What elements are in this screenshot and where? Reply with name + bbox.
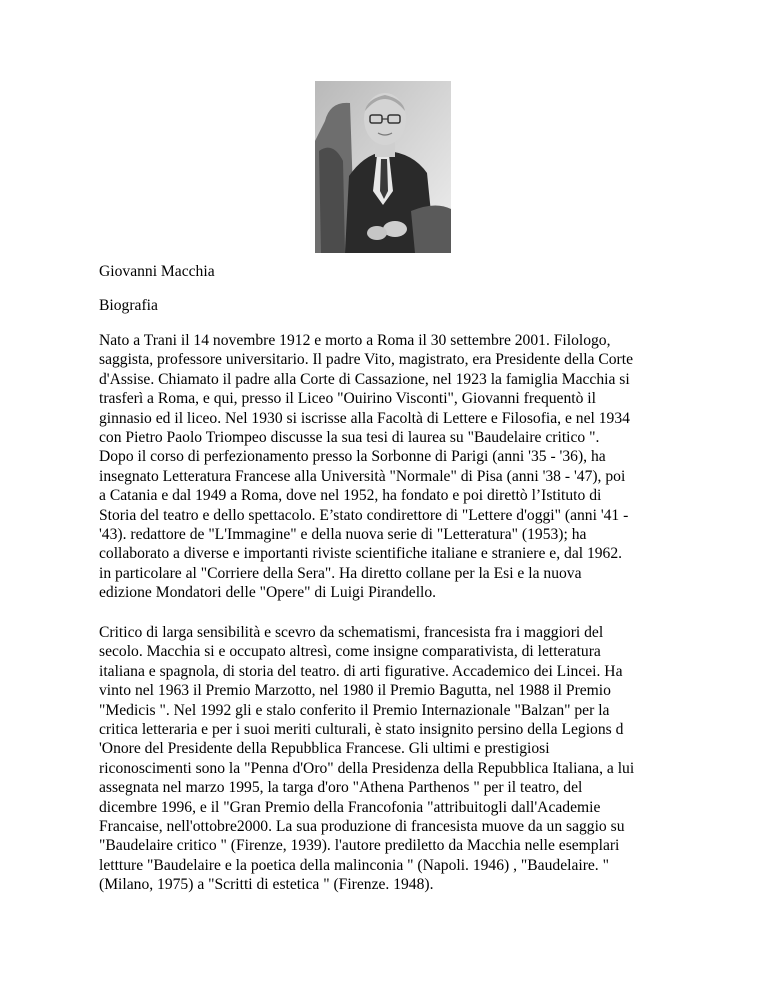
portrait-illustration <box>315 81 451 253</box>
text-line: italiana e spagnola, di storia del teatro. di arti figurative. Accademico dei Lincei. Ha <box>99 662 623 680</box>
text-line: Dopo il corso di perfezionamento presso la Sorbonne di Parigi (anni '35 - '36), ha <box>99 448 606 466</box>
text-line: 'Onore del Presidente della Repubblica Francese. Gli ultimi e prestigiosi <box>99 740 550 758</box>
text-line: Critico di larga sensibilità e scevro da schematismi, francesista fra i maggiori del <box>99 624 604 641</box>
text-line: Nato a Trani il 14 novembre 1912 e morto a Roma il 30 settembre 2001. Filologo, <box>99 332 611 349</box>
person-name-heading: Giovanni Macchia <box>99 263 215 280</box>
text-line: lettture "Baudelaire e la poetica della malinconia " (Napoli. 1946) , "Baudelaire. " <box>99 856 609 874</box>
text-line: '43). redattore de "L'Immagine" e della nuova serie di "Letteratura" (1953); ha <box>99 526 587 544</box>
text-line: dicembre 1996, e il "Gran Premio della Francofonia "attribuitogli dall'Academie <box>99 798 601 816</box>
biography-paragraph-1 <box>99 331 679 603</box>
text-line: collaborato a diverse e importanti riviste scientifiche italiane e straniere e, dal 1962. <box>99 545 623 563</box>
text-line: insegnato Letteratura Francese alla Università "Normale" di Pisa (anni '38 - '47), poi <box>99 467 626 485</box>
biography-paragraph-2 <box>99 623 679 895</box>
text-line: ginnasio ed il liceo. Nel 1930 si iscrisse alla Facoltà di Lettere e Filosofia, e nel 1934 <box>99 409 630 427</box>
text-line: riconoscimenti sono la "Penna d'Oro" della Presidenza della Repubblica Italiana, a lui <box>99 759 635 777</box>
text-line: assegnata nel marzo 1995, la targa d'oro "Athena Parthenos " per il teatro, del <box>99 779 583 797</box>
text-line: trasferì a Roma, e qui, presso il Liceo "Ouirino Visconti", Giovanni frequentò il <box>99 390 596 408</box>
text-line: saggista, professore universitario. Il padre Vito, magistrato, era Presidente della Corte <box>99 351 634 369</box>
text-line: con Pietro Paolo Triompeo discusse la sua tesi di laurea su "Baudelaire critico ". <box>99 429 600 447</box>
text-line: Storia del teatro e dello spettacolo. E’stato condirettore di "Lettere d'oggi" (anni '41 - <box>99 506 629 524</box>
text-line: secolo. Macchia si e occupato altresì, come insigne comparativista, di letteratura <box>99 643 601 661</box>
portrait-photo <box>315 81 451 253</box>
text-line: "Medicis ". Nel 1992 gli e stalo conferito il Premio Internazionale "Balzan" per la <box>99 701 610 719</box>
text-line: a Catania e dal 1949 a Roma, dove nel 1952, ha fondato e poi direttò l’Istituto di <box>99 487 602 505</box>
text-line: in particolare al "Corriere della Sera". Ha diretto collane per la Esi e la nuova <box>99 564 582 582</box>
text-line: vinto nel 1963 il Premio Marzotto, nel 1980 il Premio Bagutta, nel 1988 il Premio <box>99 682 611 700</box>
text-line: Francaise, nell'ottobre2000. La sua produzione di francesista muove da un saggio su <box>99 818 625 836</box>
text-line: (Milano, 1975) a "Scritti di estetica " (Firenze. 1948). <box>99 876 434 894</box>
text-line: edizione Mondatori delle "Opere" di Luigi Pirandello. <box>99 584 437 602</box>
text-line: critica letteraria e per i suoi meriti culturali, è stato insignito persino della Legions d <box>99 721 624 739</box>
text-line: "Baudelaire critico " (Firenze, 1939). l'autore prediletto da Macchia nelle esemplari <box>99 837 620 855</box>
section-title: Biografia <box>99 297 158 314</box>
text-line: d'Assise. Chiamato il padre alla Corte di Cassazione, nel 1923 la famiglia Macchia si <box>99 370 630 388</box>
